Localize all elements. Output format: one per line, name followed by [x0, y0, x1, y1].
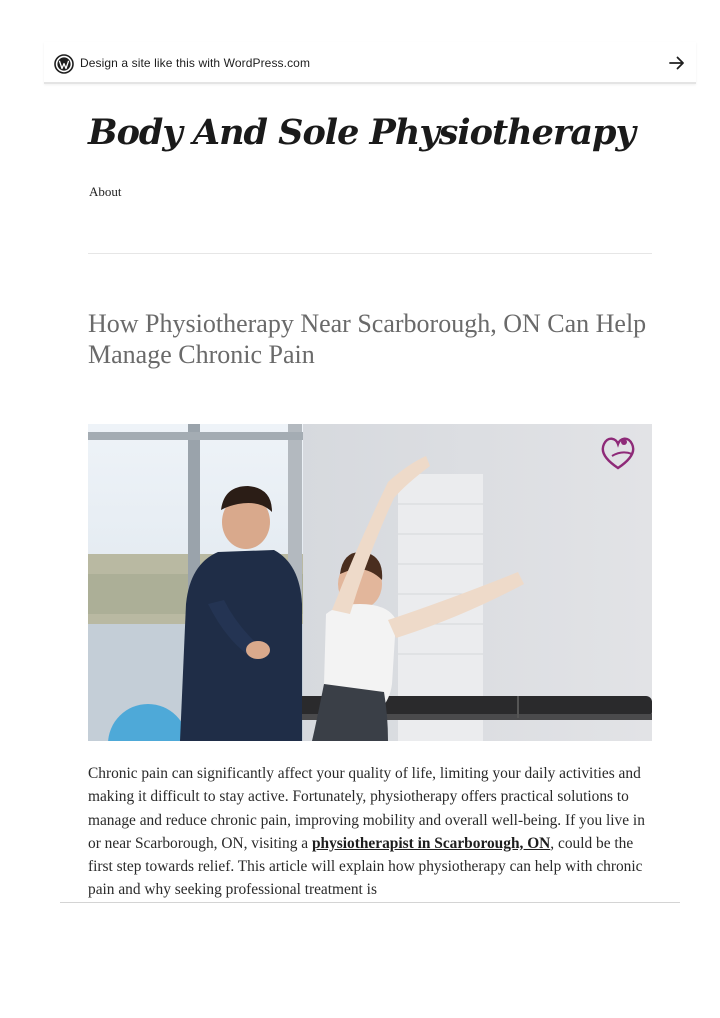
wordpress-logo-icon [54, 54, 74, 74]
arrow-right-icon[interactable] [668, 54, 686, 72]
blank-footer-area [0, 903, 720, 1018]
wordpress-promo-bar[interactable] [44, 42, 696, 84]
post-title[interactable]: How Physiotherapy Near Scarborough, ON Can Help Manage Chronic Pain [88, 309, 647, 369]
nav-link-about[interactable]: About [89, 184, 122, 199]
site-title[interactable]: Body And Sole Physiotherapy [88, 112, 635, 153]
header-divider [88, 253, 652, 254]
physiotherapy-session-photo [88, 424, 652, 741]
wordpress-promo-text[interactable]: Design a site like this with WordPress.com [80, 56, 311, 70]
featured-image [88, 424, 652, 741]
body-text-part-1: Chronic pain can significantly affect your quality of life, limiting your daily activities and making it difficult to stay active. Fortunately, physiotherapy offers practical solutions to manage and reduce chronic pain, improving mobility and overall well-being. If you live in or near Scarborough, ON, visiting a [88, 765, 645, 852]
body-text-part-2: , could be the first step towards relief. This article will explain how physiotherapy can help with chronic pain and why seeking professional treatment is [88, 834, 643, 899]
post-body-paragraph [88, 762, 654, 902]
physiotherapist-link[interactable]: physiotherapist in Scarborough, ON [311, 834, 551, 852]
